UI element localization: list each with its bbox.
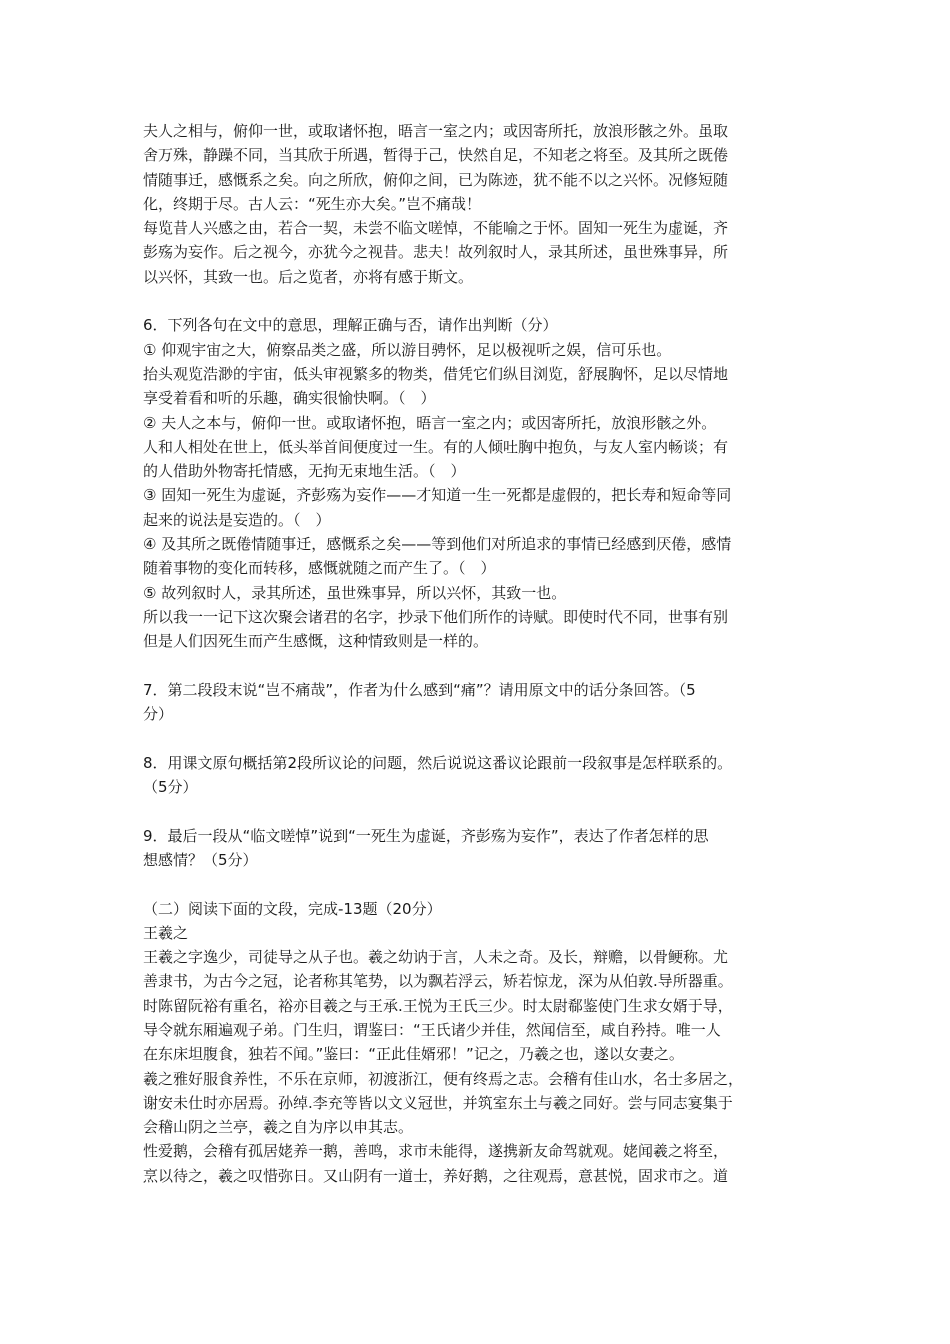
question-6: [143, 313, 815, 653]
question-9: [143, 824, 815, 873]
paragraph-gap: [143, 726, 815, 750]
text-line: 但是人们因死生而产生感慨，这种情致则是一样的。: [143, 632, 489, 651]
text-line: ⑤ 故列叙时人，录其所述，虽世殊事异，所以兴怀，其致一也。: [143, 583, 567, 602]
text-line: 以兴怀，其致一也。后之览者，亦将有感于斯文。: [143, 267, 474, 286]
text-line: 想感情？（5分）: [143, 850, 258, 869]
text-line: 王羲之字逸少，司徒导之从子也。羲之幼讷于言，人未之奇。及长，辩赡，以骨鲠称。尤: [143, 948, 729, 967]
text-line: 分）: [143, 705, 174, 724]
document-body: [143, 119, 815, 1188]
text-line: 化，终期于尽。古人云：“死生亦大矣。”岂不痛哉！: [143, 194, 482, 213]
text-line: （5分）: [143, 778, 198, 797]
text-line: ④ 及其所之既倦情随事迁，感慨系之矣——等到他们对所追求的事情已经感到厌倦，感情: [143, 535, 732, 554]
text-line: ② 夫人之本与，俯仰一世。或取诸怀抱，晤言一室之内；或因寄所托，放浪形骸之外。: [143, 413, 717, 432]
text-line: 随着事物的变化而转移，感慨就随之而产生了。（ ）: [143, 559, 496, 578]
text-line: 彭殇为妄作。后之视今，亦犹今之视昔。悲夫！故列叙时人，录其所述，虽世殊事异，所: [143, 243, 729, 262]
text-line: 导令就东厢遍观子弟。门生归，谓鉴曰：“王氏诸少并佳，然闻信至，咸自矜持。唯一人: [143, 1020, 721, 1039]
question-title: 7．第二段段末说“岂不痛哉”，作者为什么感到“痛”？请用原文中的话分条回答。（5: [143, 680, 696, 699]
section-heading: （二）阅读下面的文段，完成-13题（20分）: [143, 899, 442, 918]
text-line: 享受着看和听的乐趣，确实很愉快啊。（ ）: [143, 389, 436, 408]
text-line: 谢安未仕时亦居焉。孙绰.李充等皆以文义冠世，并筑室东土与羲之同好。尝与同志宴集于: [143, 1093, 733, 1112]
question-8: [143, 751, 815, 800]
text-line: 烹以待之，羲之叹惜弥日。又山阴有一道士，养好鹅，之往观焉，意甚悦，固求市之。道: [143, 1166, 729, 1185]
text-line: 在东床坦腹食，独若不闻。”鉴曰：“正此佳婿邪！”记之，乃羲之也，遂以女妻之。: [143, 1045, 684, 1064]
paragraph-gap: [143, 799, 815, 823]
text-line: ① 仰观宇宙之大，俯察品类之盛，所以游目骋怀，足以极视听之娱，信可乐也。: [143, 340, 672, 359]
text-line: 善隶书，为古今之冠，论者称其笔势，以为飘若浮云，矫若惊龙，深为从伯敦.导所器重。: [143, 972, 733, 991]
text-line: 情随事迁，感慨系之矣。向之所欣，俯仰之间，已为陈迹，犹不能不以之兴怀。况修短随: [143, 170, 729, 189]
text-line: 会稽山阴之兰亭，羲之自为序以申其志。: [143, 1118, 414, 1137]
section-2-reading: [143, 897, 815, 1189]
passage-lanting-excerpt: [143, 119, 815, 289]
text-line: 时陈留阮裕有重名，裕亦目羲之与王承.王悦为王氏三少。时太尉郗鉴使门生求女婿于导，: [143, 996, 733, 1015]
text-line: 性爱鹅，会稽有孤居姥养一鹅，善鸣，求市未能得，遂携新友命驾就观。姥闻羲之将至，: [143, 1142, 729, 1161]
paragraph-gap: [143, 654, 815, 678]
text-line: 抬头观览浩渺的宇宙，低头审视繁多的物类，借凭它们纵目浏览，舒展胸怀，足以尽情地: [143, 364, 729, 383]
text-line: 每览昔人兴感之由，若合一契，未尝不临文嗟悼，不能喻之于怀。固知一死生为虚诞，齐: [143, 219, 729, 238]
text-line: 人和人相处在世上，低头举首间便度过一生。有的人倾吐胸中抱负，与友人室内畅谈；有: [143, 437, 729, 456]
text-line: 舍万殊，静躁不同，当其欣于所遇，暂得于己，快然自足，不知老之将至。及其所之既倦: [143, 146, 729, 165]
text-line: 夫人之相与，俯仰一世，或取诸怀抱，晤言一室之内；或因寄所托，放浪形骸之外。虽取: [143, 122, 729, 140]
text-line: 的人借助外物寄托情感，无拘无束地生活。（ ）: [143, 462, 466, 481]
passage-title: 王羲之: [143, 923, 189, 942]
question-title: 8．用课文原句概括第2段所议论的问题，然后说说这番议论跟前一段叙事是怎样联系的。: [143, 753, 733, 772]
paragraph-gap: [143, 289, 815, 313]
paragraph-gap: [143, 872, 815, 896]
text-line: 羲之雅好服食养性，不乐在京师，初渡浙江，便有终焉之志。会稽有佳山水，名士多居之，: [143, 1069, 744, 1088]
text-line: 起来的说法是妄造的。（ ）: [143, 510, 331, 529]
question-7: [143, 678, 815, 727]
text-line: ③ 固知一死生为虚诞，齐彭殇为妄作——才知道一生一死都是虚假的，把长寿和短命等同: [143, 486, 732, 505]
question-title: 9．最后一段从“临文嗟悼”说到“一死生为虚诞，齐彭殇为妄作”，表达了作者怎样的思: [143, 826, 709, 845]
question-title: 6．下列各句在文中的意思，理解正确与否，请作出判断（分）: [143, 316, 558, 335]
text-line: 所以我一一记下这次聚会诸君的名字，抄录下他们所作的诗赋。即使时代不同，世事有别: [143, 607, 729, 626]
